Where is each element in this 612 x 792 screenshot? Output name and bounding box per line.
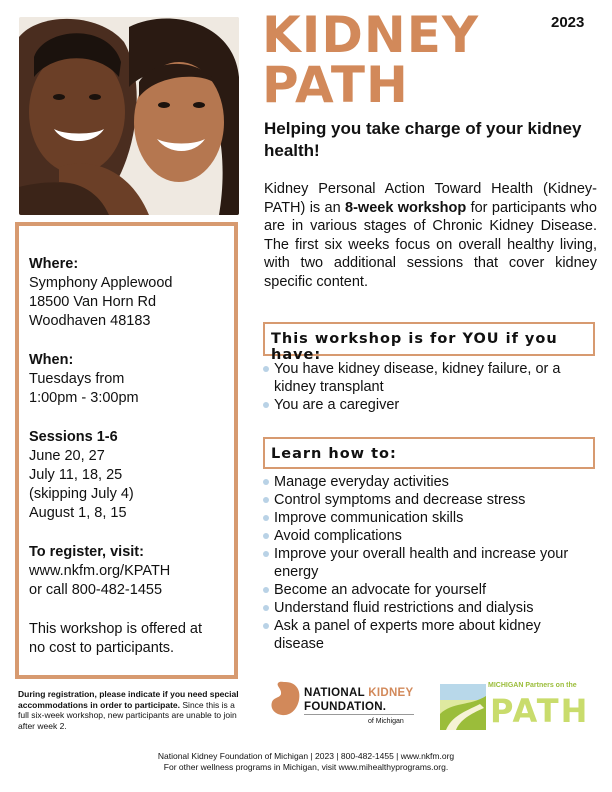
cost-line: no cost to participants. <box>29 640 175 656</box>
where-line: Woodhaven 48183 <box>29 313 151 329</box>
list-item: Ask a panel of experts more about kidney disease <box>262 617 594 653</box>
intro-part-2: for participants who are in various stages of Chronic Kidney Disease. The first six weeks focus on overall healthy living, with two additional sessions that cover kidney specific content. <box>264 199 597 290</box>
nkf-logo-line-1 <box>304 687 414 699</box>
path-logo <box>440 680 595 732</box>
sessions-line: July 11, 18, 25 <box>29 467 123 483</box>
where-line: Symphony Applewood <box>29 275 173 291</box>
register-phone: or call 800-482-1455 <box>29 582 163 598</box>
title-line-1: KIDNEY <box>262 6 480 64</box>
list-item: Improve communication skills <box>262 509 594 527</box>
register-link[interactable]: www.nkfm.org/KPATH <box>29 563 171 579</box>
intro-paragraph <box>264 180 597 291</box>
intro-part-1: Kidney Personal Action Toward Health (Kidney-PATH) is an <box>264 181 597 216</box>
register-label: To register, visit: <box>29 544 144 560</box>
page-title <box>262 6 480 114</box>
nkf-logo-line-3: of Michigan <box>368 718 404 725</box>
footer-line-2: For other wellness programs in Michigan, visit www.mihealthyprograms.org. <box>163 761 449 772</box>
nkf-logo-line-2: FOUNDATION. <box>304 701 387 713</box>
kidney-icon <box>268 680 302 718</box>
title-line-2: PATH <box>262 56 409 114</box>
list-item: Understand fluid restrictions and dialysis <box>262 599 594 617</box>
learn-list <box>262 473 594 653</box>
when-label: When: <box>29 352 74 368</box>
path-logo-big: PATH <box>490 692 590 730</box>
list-item: Manage everyday activities <box>262 473 594 491</box>
registration-note-bold: During registration, please indicate if you need special accommodations in order to participate. <box>18 689 239 710</box>
path-road-icon <box>440 684 486 730</box>
sessions-line: June 20, 27 <box>29 448 105 464</box>
when-line: 1:00pm - 3:00pm <box>29 390 139 406</box>
nkf-logo <box>268 680 418 730</box>
learn-heading: Learn how to: <box>263 437 595 469</box>
sessions-line: (skipping July 4) <box>29 486 134 502</box>
list-item: Become an advocate for yourself <box>262 581 594 599</box>
nkf-national: NATIONAL <box>304 687 369 699</box>
list-item: You have kidney disease, kidney failure, or a kidney transplant <box>262 360 594 396</box>
page-subtitle: Helping you take charge of your kidney health! <box>264 119 582 160</box>
nkf-kidney: KIDNEY <box>368 687 414 699</box>
list-item: Improve your overall health and increase your energy <box>262 545 594 581</box>
list-item: Avoid complications <box>262 527 594 545</box>
when-line: Tuesdays from <box>29 371 125 387</box>
list-item: Control symptoms and decrease stress <box>262 491 594 509</box>
footer-line-1: National Kidney Foundation of Michigan | 2023 | 800-482-1455 | www.nkfm.org <box>157 751 455 761</box>
footer <box>0 751 612 772</box>
cost-line: This workshop is offered at <box>29 621 203 637</box>
event-info-box <box>15 222 238 679</box>
for-you-heading: This workshop is for YOU if you have: <box>263 322 595 356</box>
registration-note <box>18 689 248 731</box>
list-item: You are a caregiver <box>262 396 594 414</box>
sessions-line: August 1, 8, 15 <box>29 505 127 521</box>
intro-bold: 8-week workshop <box>345 199 467 216</box>
couple-photo <box>19 17 239 215</box>
registration-note-regular: Since this is a full six-week workshop, new participants are unable to join after week 2. <box>18 699 237 731</box>
nkf-logo-divider <box>304 714 414 715</box>
for-you-list <box>262 360 594 414</box>
year-label: 2023 <box>551 14 585 31</box>
path-logo-small: MICHIGAN Partners on the <box>488 682 577 689</box>
where-label: Where: <box>29 256 79 272</box>
sessions-label: Sessions 1-6 <box>29 429 118 445</box>
where-line: 18500 Van Horn Rd <box>29 294 157 310</box>
